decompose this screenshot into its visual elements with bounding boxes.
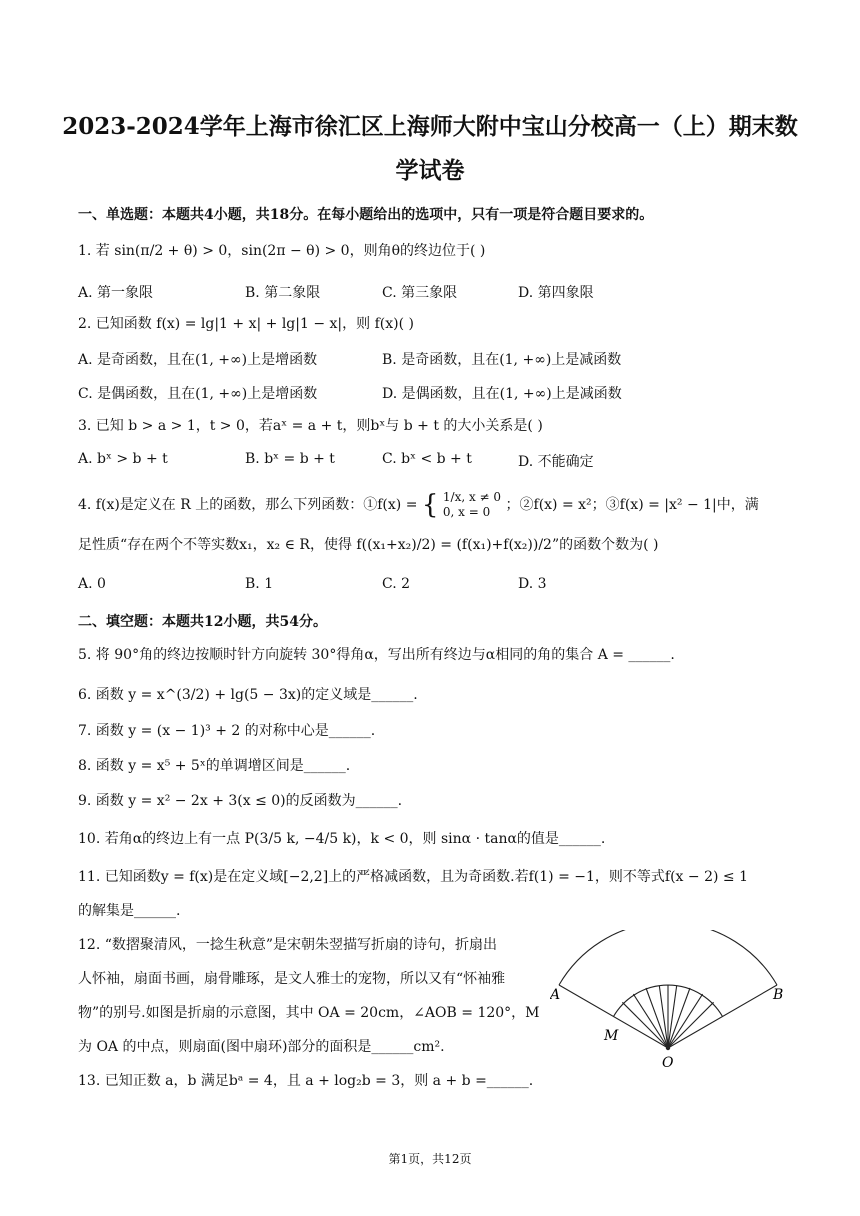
question-2-stem: 2. 已知函数 f(x) = lg|1 + x| + lg|1 − x|，则 f(x)( ): [78, 316, 414, 332]
question-3-stem: 3. 已知 b > a > 1，t > 0，若aˣ = a + t，则bˣ与 b + t 的大小关系是( ): [78, 418, 543, 434]
piecewise-case-2: 0, x = 0: [442, 505, 491, 519]
question-8: 8. 函数 y = x⁵ + 5ˣ的单调增区间是______.: [78, 758, 351, 774]
fan-label-a: A: [550, 987, 561, 1003]
page-footer: 第1页，共12页: [388, 1152, 472, 1166]
piecewise-cases: [443, 490, 501, 520]
question-12-line2: 人怀袖，扇面书画，扇骨雕琢，是文人雅士的宠物，所以又有“怀袖雅: [78, 971, 506, 987]
question-10: 10. 若角α的终边上有一点 P(3/5 k, −4/5 k)，k < 0，则 sinα · tanα的值是______.: [78, 831, 606, 847]
question-7: 7. 函数 y = (x − 1)³ + 2 的对称中心是______.: [78, 723, 376, 739]
q4-option-a: A. 0: [78, 576, 106, 592]
fan-outer-arc: [559, 930, 777, 985]
section-single-choice: 一、单选题：本题共4小题，共18分。在每小题给出的选项中，只有一项是符合题目要求的。: [78, 207, 654, 223]
exam-title-line1: 2023-2024学年上海市徐汇区上海师大附中宝山分校高一（上）期末数: [62, 113, 798, 140]
question-11-line2: 的解集是______.: [78, 903, 181, 919]
question-12-line1: 12. “数摺聚清风，一捻生秋意”是宋朝朱翌描写折扇的诗句，折扇出: [78, 937, 498, 953]
section-fill-in: 二、填空题：本题共12小题，共54分。: [78, 614, 327, 630]
fan-pivot: [666, 1046, 670, 1050]
fan-label-m: M: [604, 1028, 619, 1044]
q2-option-c: C. 是偶函数，且在(1, +∞)上是增函数: [78, 386, 318, 402]
question-11-line1: 11. 已知函数y = f(x)是在定义域[−2,2]上的严格减函数，且为奇函数.若f(1) = −1，则不等式f(x − 2) ≤ 1: [78, 869, 748, 885]
q2-option-b: B. 是奇函数，且在(1, +∞)上是减函数: [382, 352, 622, 368]
question-5: 5. 将 90°角的终边按顺时针方向旋转 30°得角α，写出所有终边与α相同的角的集合 A = ______.: [78, 647, 675, 663]
question-1-stem: 1. 若 sin(π/2 + θ) > 0，sin(2π − θ) > 0，则角θ的终边位于( ): [78, 243, 486, 259]
fan-label-o: O: [662, 1055, 674, 1070]
question-9: 9. 函数 y = x² − 2x + 3(x ≤ 0)的反函数为______.: [78, 793, 403, 809]
piecewise-brace: {: [421, 490, 439, 520]
q4-stem-a: 4. f(x)是定义在 R 上的函数，那么下列函数：①f(x) =: [78, 497, 418, 513]
question-4-stem-line1: [78, 490, 759, 520]
fan-radius-ob: [668, 985, 777, 1048]
fan-label-b: B: [773, 987, 784, 1003]
q4-option-d: D. 3: [518, 576, 547, 592]
folding-fan-figure: [550, 930, 790, 1070]
q4-stem-b: ；②f(x) = x²；③f(x) = |x² − 1|中，满: [505, 497, 759, 513]
piecewise-case-1: 1/x, x ≠ 0: [442, 490, 502, 504]
q2-option-d: D. 是偶函数，且在(1, +∞)上是减函数: [382, 386, 622, 402]
question-12-line3: 物”的别号.如图是折扇的示意图，其中 OA = 20cm，∠AOB = 120°，M: [78, 1005, 540, 1021]
question-12-line4: 为 OA 的中点，则扇面(图中扇环)部分的面积是______cm².: [78, 1039, 445, 1055]
q3-option-c: C. bˣ < b + t: [382, 451, 472, 467]
q4-option-c: C. 2: [382, 576, 411, 592]
q1-option-c: C. 第三象限: [382, 285, 458, 301]
question-13: 13. 已知正数 a，b 满足bᵃ = 4，且 a + log₂b = 3，则 a + b =______.: [78, 1073, 534, 1089]
exam-title-line2: 学试卷: [395, 157, 465, 184]
question-4-stem-line2: 足性质“存在两个不等实数x₁，x₂ ∈ R，使得 f((x₁+x₂)/2) = (f(x₁)+f(x₂))/2”的函数个数为( ): [78, 537, 659, 553]
q2-option-a: A. 是奇函数，且在(1, +∞)上是增函数: [78, 352, 318, 368]
question-6: 6. 函数 y = x^(3/2) + lg(5 − 3x)的定义域是______.: [78, 687, 418, 703]
q3-option-a: A. bˣ > b + t: [78, 451, 168, 467]
q4-option-b: B. 1: [245, 576, 274, 592]
q1-option-a: A. 第一象限: [78, 285, 154, 301]
q1-option-b: B. 第二象限: [245, 285, 321, 301]
q3-option-d: D. 不能确定: [518, 454, 594, 470]
fan-ribs: [622, 985, 713, 1048]
q1-option-d: D. 第四象限: [518, 285, 594, 301]
q3-option-b: B. bˣ = b + t: [245, 451, 335, 467]
